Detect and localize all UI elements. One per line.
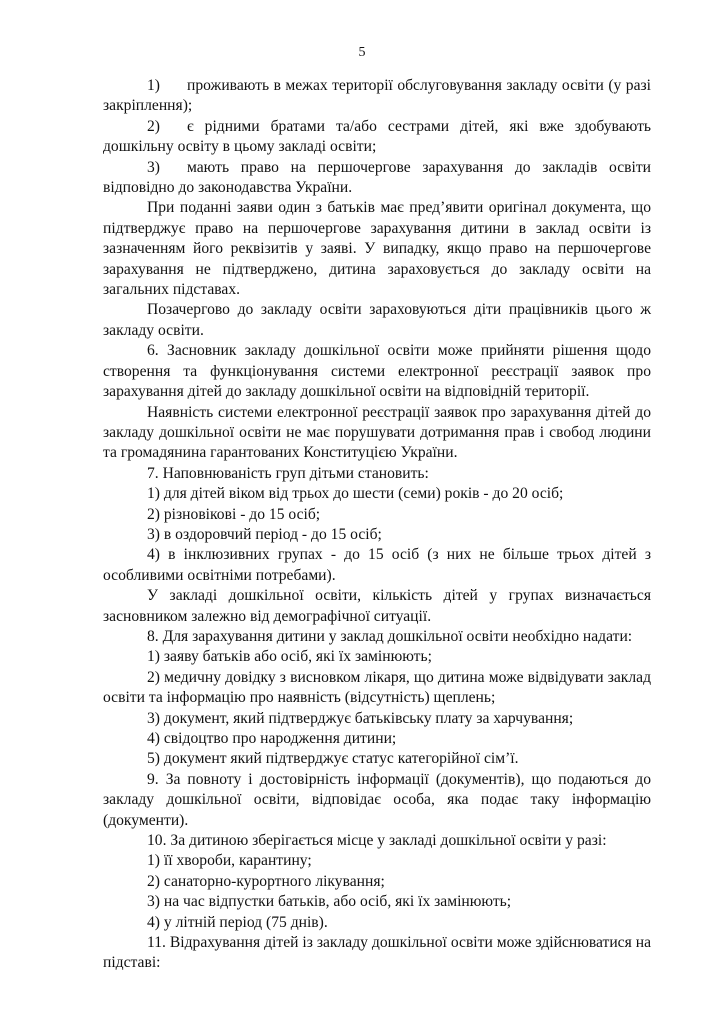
paragraph: 2) санаторно-курортного лікування;	[147, 872, 385, 890]
list-item	[103, 158, 651, 199]
paragraph-text: проживають в межах території обслуговування закладу освіти (у разі закріплення);	[103, 77, 651, 115]
paragraph: 4) в інклюзивних групах - до 15 осіб (з них не більше трьох дітей з особливими освітніми потребами).	[103, 546, 651, 584]
paragraph: 9. За повноту і достовірність інформації (документів), що подаються до закладу дошкільної освіти, відповідає особа, яка подає таку інформацію (документи).	[103, 770, 651, 829]
page-number: 5	[358, 45, 366, 60]
document-body	[103, 76, 651, 974]
paragraph: 2) різновікові - до 15 осіб;	[147, 505, 321, 523]
paragraph: Позачергово до закладу освіти зараховуються діти працівників цього ж закладу освіти.	[103, 301, 651, 339]
paragraph: 8. Для зарахування дитини у заклад дошкільної освіти необхідно надати:	[147, 627, 633, 645]
list-number: 3)	[147, 158, 160, 176]
paragraph: 3) в оздоровчий період - до 15 осіб;	[147, 525, 382, 543]
paragraph: 3) документ, який підтверджує батьківську плату за харчування;	[147, 709, 574, 727]
list-number: 2)	[147, 117, 160, 135]
paragraph: 1) для дітей віком від трьох до шести (семи) років - до 20 осіб;	[147, 485, 564, 503]
list-number: 1)	[147, 77, 160, 94]
paragraph: У закладі дошкільної освіти, кількість дітей у групах визначається засновником залежно від демографічної ситуації.	[103, 587, 651, 625]
paragraph: 4) свідоцтво про народження дитини;	[147, 730, 397, 747]
paragraph: 6. Засновник закладу дошкільної освіти може прийняти рішення щодо створення та функціонування системи електронної реєстрації заявок про зарахування дітей до закладу дошкільної освіти на відповідній території.	[103, 342, 651, 401]
paragraph: 1) заяву батьків або осіб, які їх замінюють;	[147, 648, 432, 666]
paragraph-text: є рідними братами та/або сестрами дітей, які вже здобувають дошкільну освіту в цьому закладі освіти;	[103, 117, 651, 156]
paragraph: 11. Відрахування дітей із закладу дошкільної освіти може здійснюватися на підставі:	[103, 934, 651, 972]
paragraph: 1) її хвороби, карантину;	[147, 852, 312, 870]
paragraph-text: мають право на першочергове зарахування до закладів освіти відповідно до законодавства України.	[103, 158, 651, 197]
paragraph: 10. За дитиною зберігається місце у закладі дошкільної освіти у разі:	[147, 832, 607, 850]
paragraph: 5) документ який підтверджує статус категорійної сім’ї.	[147, 750, 519, 768]
paragraph: 7. Наповнюваність груп дітьми становить:	[147, 464, 429, 482]
paragraph: 2) медичну довідку з висновком лікаря, що дитина може відвідувати заклад освіти та інформацію про наявність (відсутність) щеплень;	[103, 668, 651, 707]
paragraph: При поданні заяви один з батьків має пред’явити оригінал документа, що підтверджує право на першочергове зарахування дитини в заклад освіти із зазначенням його реквізитів у заяві. У випадку, якщо право на першочергове зарахування не підтверджено, дитина зараховується до закладу освіти на загальних підставах.	[103, 199, 651, 299]
paragraph: 3) на час відпустки батьків, або осіб, які їх замінюють;	[147, 893, 512, 911]
list-item	[103, 117, 651, 158]
list-item	[103, 76, 651, 117]
paragraph: 4) у літній період (75 днів).	[147, 913, 328, 931]
paragraph: Наявність системи електронної реєстрації заявок про зарахування дітей до закладу дошкільної освіти не має порушувати дотримання прав і свобод людини та громадянина гарантованих Конституцією України.	[103, 403, 651, 462]
